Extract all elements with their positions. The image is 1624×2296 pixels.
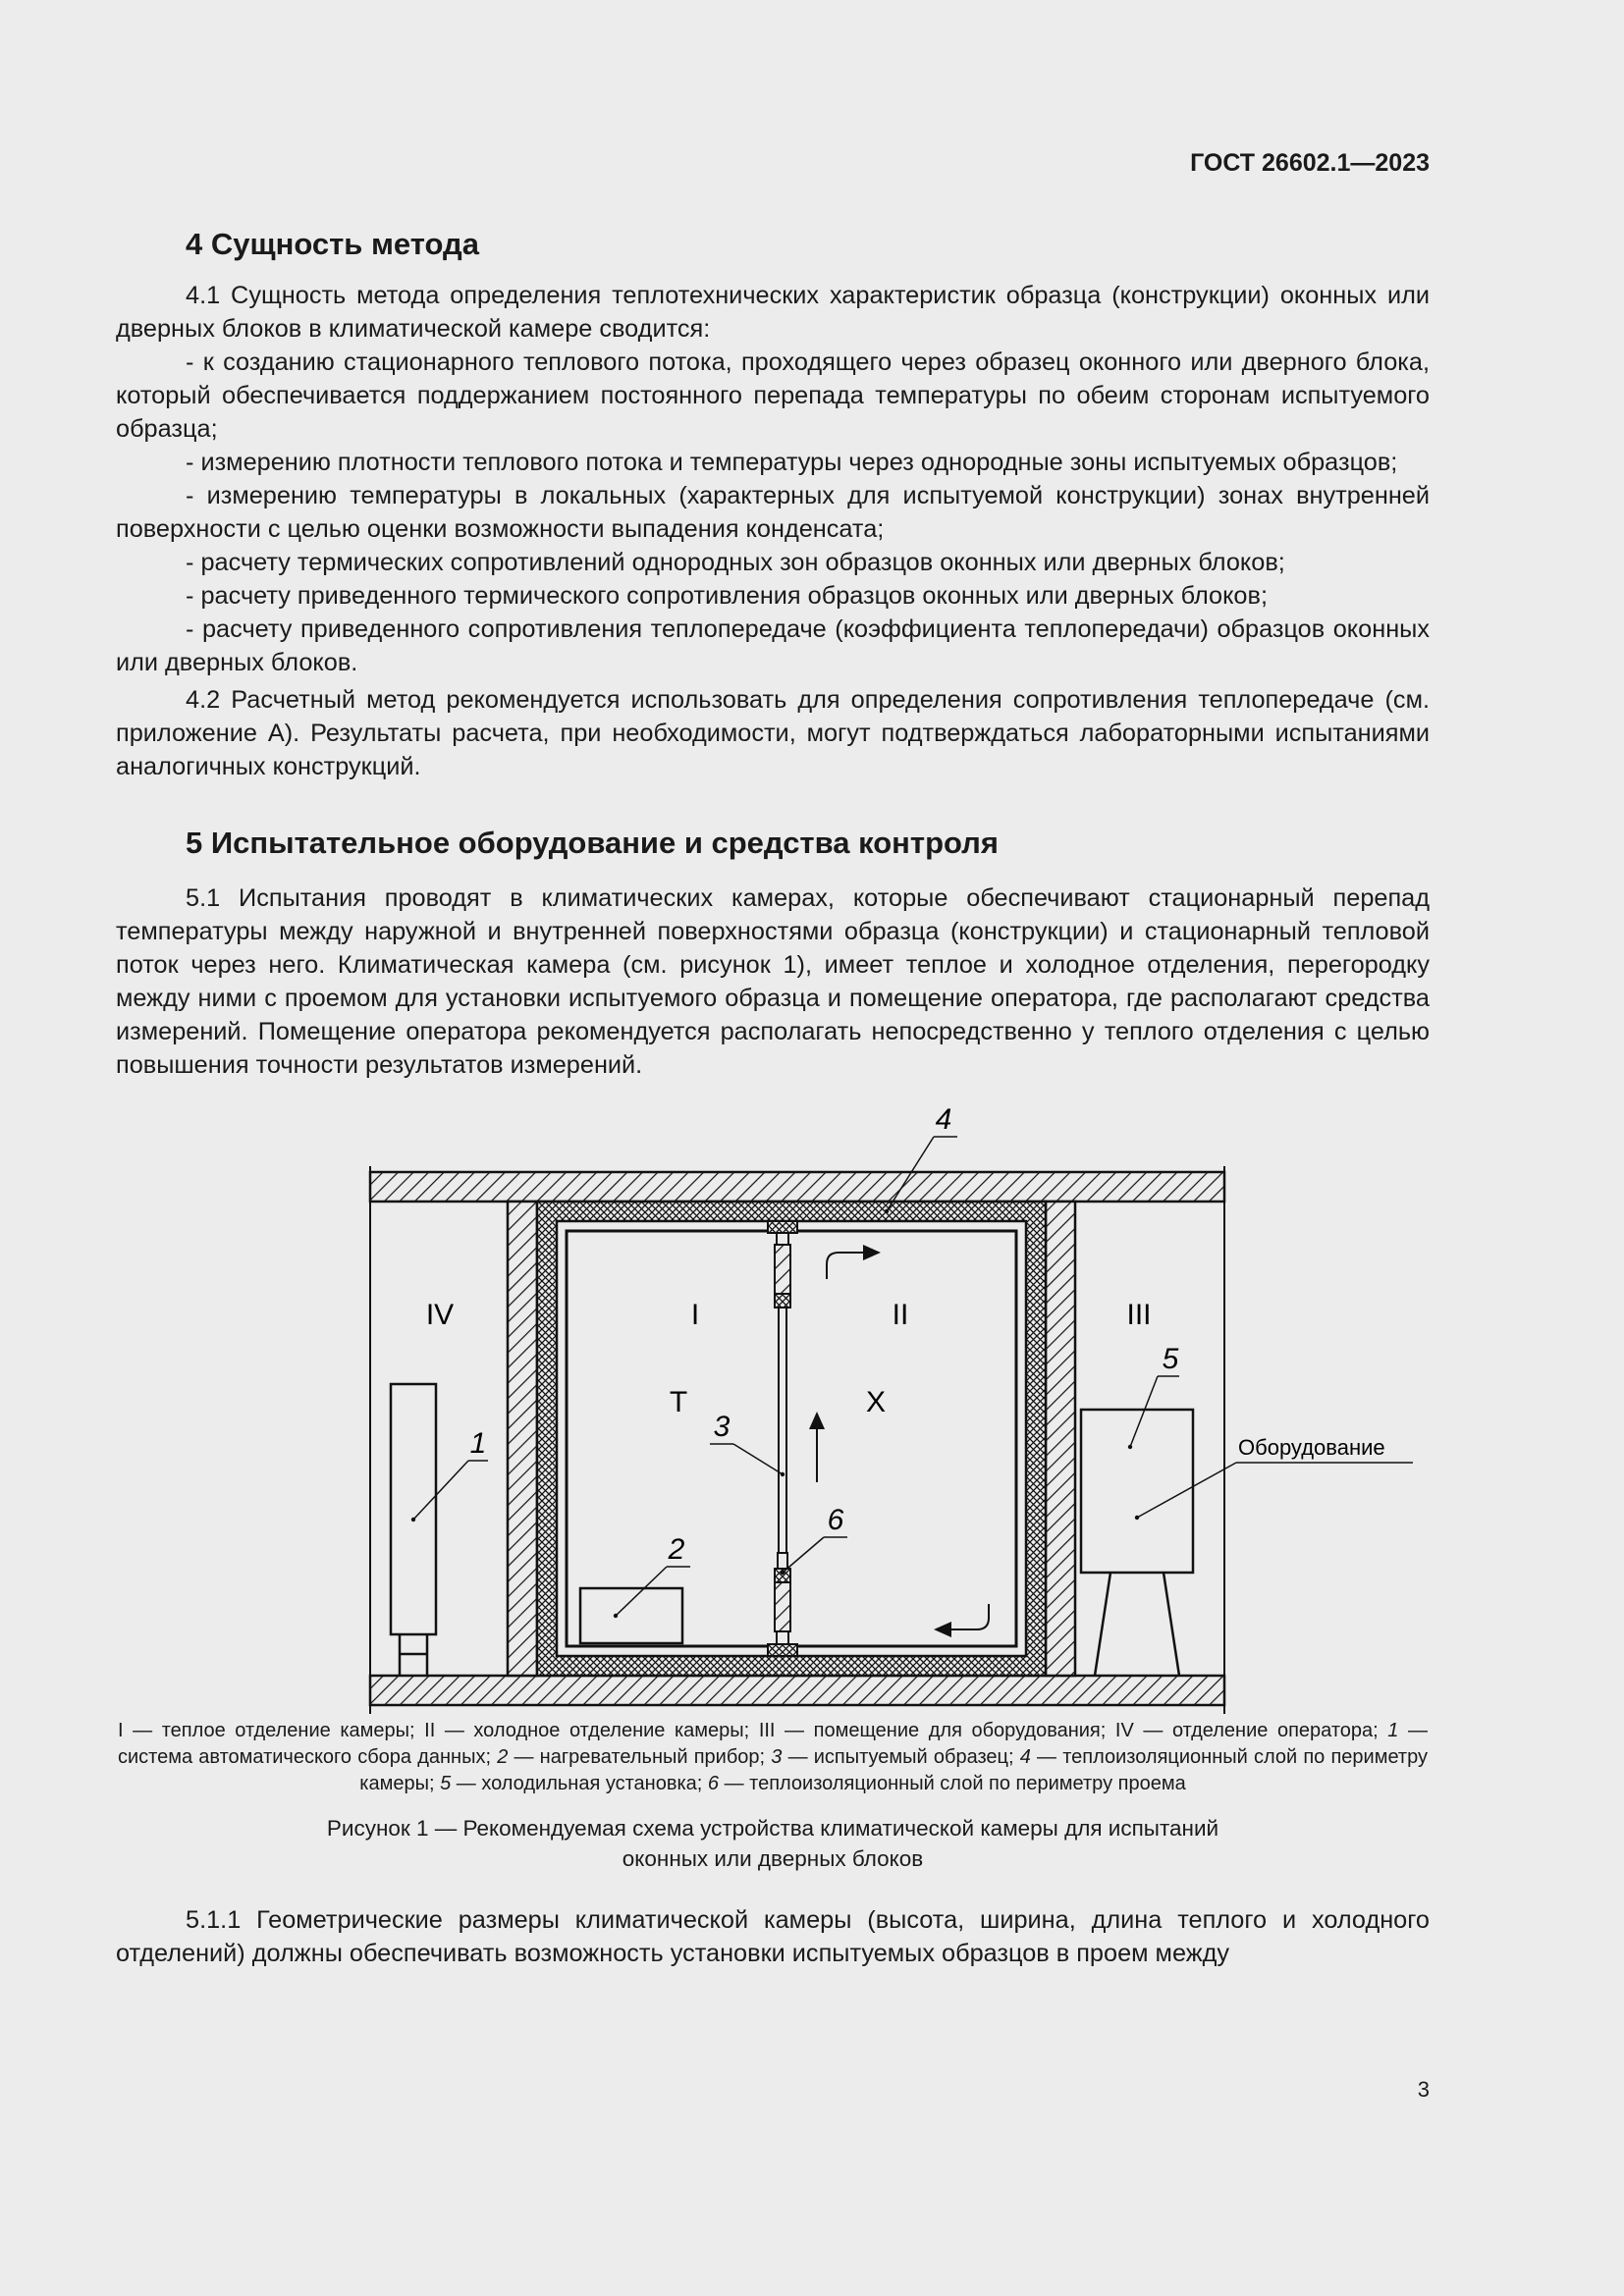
caption-line: Рисунок 1 — Рекомендуемая схема устройства климатической камеры для испытаний <box>326 1816 1219 1841</box>
section-5-heading: 5 Испытательное оборудование и средства контроля <box>186 826 999 860</box>
figure-1 <box>116 1103 1430 1718</box>
legend-key: 5 <box>440 1773 452 1794</box>
label-6: 6 <box>827 1504 844 1536</box>
equipment-label: Оборудование <box>1238 1435 1385 1460</box>
label-3: 3 <box>713 1411 731 1443</box>
legend-key: I <box>118 1720 124 1741</box>
legend-text: — теплоизоляционный слой по периметру камеры; <box>359 1746 1428 1794</box>
zone-i-label: I <box>690 1299 700 1331</box>
legend-text: — нагревательный прибор; <box>508 1746 772 1768</box>
paragraph-5-1-1: 5.1.1 Геометрические размеры климатической камеры (высота, ширина, длина теплого и холодного отделений) должны обеспечивать возможность установки испытуемых образцов в проем между <box>116 1906 1430 1967</box>
list-item: - расчету приведенного сопротивления теплопередаче (коэффициента теплопередачи) образцов оконных или дверных блоков. <box>116 615 1430 676</box>
legend-text: — теплое отделение камеры; <box>123 1720 425 1741</box>
legend-text: — отделение оператора; <box>1133 1720 1388 1741</box>
climate-chamber-diagram <box>246 1103 1385 1718</box>
zone-iv-label: IV <box>425 1299 455 1331</box>
page-content <box>116 222 1430 1970</box>
warm-side-letter: Т <box>669 1386 688 1418</box>
figure-caption <box>116 1813 1430 1874</box>
paragraph-5-1: 5.1 Испытания проводят в климатических камерах, которые обеспечивают стационарный перепад температуры между наружной и внутренней поверхностями образца (конструкции) и стационарный тепловой поток через него. Климатическая камера (см. рисунок 1), имеет теплое и холодное отделения, перегородку между ними с проемом для установки испытуемого образца и помещение оператора, где располагают средства измерений. Помещение оператора рекомендуется располагать непосредственно у теплого отделения с целью повышения точности результатов измерений. <box>116 884 1430 1079</box>
label-5: 5 <box>1162 1343 1179 1375</box>
list-item: - измерению плотности теплового потока и температуры через однородные зоны испытуемых образцов; <box>186 449 1398 476</box>
legend-text: — помещение для оборудования; <box>775 1720 1115 1741</box>
list-item: - расчету приведенного термического сопротивления образцов оконных или дверных блоков; <box>186 582 1268 610</box>
label-1: 1 <box>469 1427 487 1460</box>
legend-text: — система автоматического сбора данных; <box>118 1720 1428 1768</box>
zone-iii-label: III <box>1126 1299 1152 1331</box>
legend-key: III <box>758 1720 776 1741</box>
legend-key: IV <box>1114 1720 1134 1741</box>
cold-side-letter: Х <box>865 1386 887 1418</box>
standard-designation: ГОСТ 26602.1—2023 <box>1190 149 1430 177</box>
zone-ii-label: II <box>892 1299 909 1331</box>
page-number: 3 <box>1417 2077 1430 2102</box>
refrigeration-unit <box>1081 1376 1413 1676</box>
legend-text: — испытуемый образец; <box>782 1746 1020 1768</box>
legend-key: 2 <box>497 1746 509 1768</box>
legend-key: II <box>424 1720 436 1741</box>
list-item: - измерению температуры в локальных (характерных для испытуемой конструкции) зонах внутренней поверхности с целью оценки возможности выпадения конденсата; <box>116 482 1430 543</box>
caption-line: оконных или дверных блоков <box>622 1846 924 1871</box>
legend-key: 1 <box>1387 1720 1399 1741</box>
paragraph-4-2: 4.2 Расчетный метод рекомендуется использовать для определения сопротивления теплопередаче (см. приложение А). Результаты расчета, при необходимости, могут подтверждаться лабораторными испытаниями аналогичных конструкций. <box>116 686 1430 780</box>
label-4: 4 <box>935 1103 952 1136</box>
legend-text: — холодильная установка; <box>451 1773 708 1794</box>
figure-legend <box>116 1718 1430 1797</box>
list-item: - расчету термических сопротивлений однородных зон образцов оконных или дверных блоков; <box>186 549 1285 576</box>
list-item: - к созданию стационарного теплового потока, проходящего через образец оконного или дверного блока, который обеспечивается поддержанием постоянного перепада температуры по обеим сторонам испытуемого образца; <box>116 348 1430 443</box>
legend-text: — холодное отделение камеры; <box>435 1720 759 1741</box>
legend-text: — теплоизоляционный слой по периметру проема <box>719 1773 1186 1794</box>
section-4-heading: 4 Сущность метода <box>186 227 479 261</box>
paragraph-4-1: 4.1 Сущность метода определения теплотехнических характеристик образца (конструкции) оконных или дверных блоков в климатической камере сводится: <box>116 282 1430 343</box>
legend-key: 4 <box>1019 1746 1031 1768</box>
legend-key: 3 <box>771 1746 783 1768</box>
label-2: 2 <box>668 1533 685 1566</box>
legend-key: 6 <box>707 1773 720 1794</box>
